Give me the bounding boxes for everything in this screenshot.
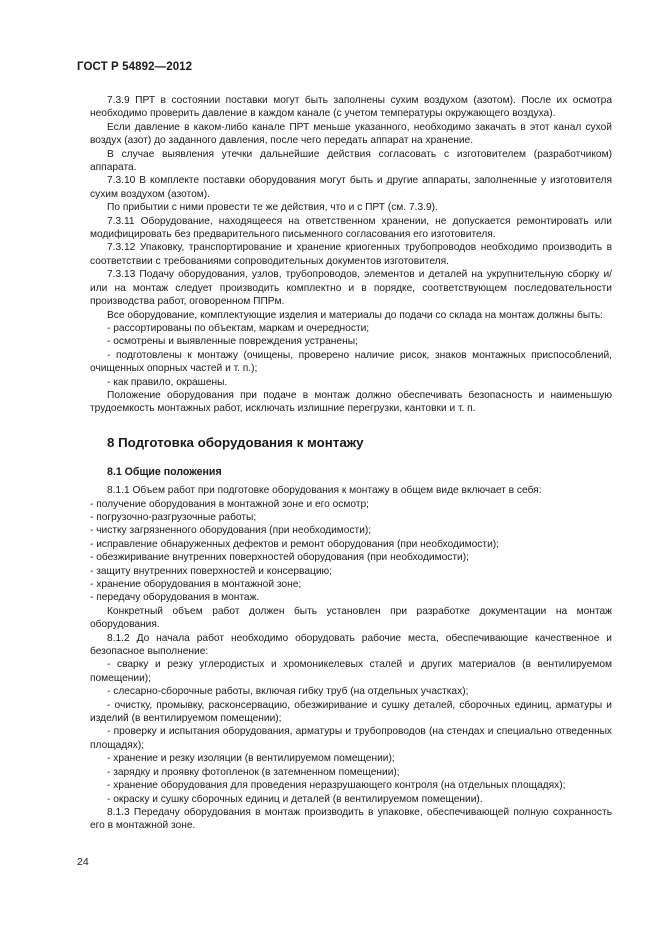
page-number: 24: [77, 856, 89, 868]
list-item: - как правило, окрашены.: [107, 376, 228, 388]
list-item: - получение оборудования в монтажной зоне и его осмотр;: [90, 498, 369, 510]
paragraph-7-3-11: 7.3.11 Оборудование, находящееся на ответственном хранении, не допускается ремонтировать или модифицировать без предварительного письменного согласования его изготовителя.: [90, 215, 612, 241]
paragraph-7-3-13-position: Положение оборудования при подаче в монтаж должно обеспечивать безопасность и наименьшую трудоемкость монтажных работ, исключать излишние перегрузки, кантовки и т. п.: [90, 389, 612, 415]
list-item: - проверку и испытания оборудования, арматуры и трубопроводов (на стендах и специально отведенных площадях);: [90, 726, 612, 751]
list-item: - рассортированы по объектам, маркам и очередности;: [107, 322, 370, 334]
page-content: [90, 94, 612, 833]
list-item: - осмотрены и выявленные повреждения устранены;: [107, 336, 358, 348]
paragraph-7-3-10-arrival: По прибытии с ними провести те же действия, что и с ПРТ (см. 7.3.9).: [107, 202, 438, 214]
list-item: - обезжиривание внутренних поверхностей оборудования (при необходимости);: [90, 552, 469, 564]
paragraph-7-3-13: 7.3.13 Подачу оборудования, узлов, трубопроводов, элементов и деталей на укрупнительную сборку и/или на монтаж следует производить комплектно и в порядке, соответствующем последовательности производства работ, оговоренном ППРм.: [90, 269, 612, 308]
paragraph-8-1-1-scope: Конкретный объем работ должен быть установлен при разработке документации на монтаж оборудования.: [90, 605, 612, 631]
paragraph-7-3-9-leak: В случае выявления утечки дальнейшие действия согласовать с изготовителем (разработчиком) аппарата.: [90, 148, 612, 174]
standard-header: ГОСТ Р 54892—2012: [77, 61, 193, 73]
list-item: - зарядку и проявку фотопленок (в затемненном помещении);: [107, 766, 400, 778]
list-item: - исправление обнаруженных дефектов и ремонт оборудования (при необходимости);: [90, 538, 499, 550]
paragraph-7-3-9: 7.3.9 ПРТ в состоянии поставки могут быть заполнены сухим воздухом (азотом). После их осмотра необходимо проверить давление в каждом канале (с учетом температуры окружающего воздуха).: [90, 95, 612, 120]
list-item: - очистку, промывку, расконсервацию, обезжиривание и сушку деталей, сборочных единиц, арматуры и изделий (в вентилируемом помещении);: [90, 699, 612, 725]
section-8-heading: 8 Подготовка оборудования к монтажу: [107, 434, 364, 450]
list-item: - подготовлены к монтажу (очищены, проверено наличие рисок, знаков монтажных приспособлений, очищенных опорных частей и т. п.);: [90, 349, 612, 375]
list-item: - слесарно-сборочные работы, включая гибку труб (на отдельных участках);: [107, 686, 469, 698]
paragraph-7-3-10: 7.3.10 В комплекте поставки оборудования могут быть и другие аппараты, заполненные у изготовителя сухим воздухом (азотом).: [90, 175, 612, 200]
paragraph-7-3-13-requirements: Все оборудование, комплектующие изделия и материалы до подачи со склада на монтаж должны быть:: [107, 309, 603, 321]
list-item: - чистку загрязненного оборудования (при необходимости);: [90, 525, 372, 537]
list-item: - хранение оборудования в монтажной зоне;: [90, 579, 302, 590]
paragraph-8-1-1: 8.1.1 Объем работ при подготовке оборудования к монтажу в общем виде включает в себя:: [107, 485, 542, 497]
paragraph-8-1-3: 8.1.3 Передачу оборудования в монтаж производить в упаковке, обеспечивающей полную сохранность его в монтажной зоне.: [90, 806, 612, 832]
list-item: - окраску и сушку сборочных единиц и деталей (в вентилируемом помещении).: [107, 793, 483, 805]
paragraph-8-1-2: 8.1.2 До начала работ необходимо оборудовать рабочие места, обеспечивающие качественное и безопасное выполнение:: [90, 632, 612, 658]
list-item: - сварку и резку углеродистых и хромоникелевых сталей и других материалов (в вентилируемом помещении);: [90, 659, 612, 684]
paragraph-7-3-12: 7.3.12 Упаковку, транспортирование и хранение криогенных трубопроводов необходимо производить в соответствии с требованиями сопроводительных документов изготовителя.: [90, 242, 612, 267]
list-item: - хранение и резку изоляции (в вентилируемом помещении);: [107, 753, 395, 765]
list-item: - погрузочно-разгрузочные работы;: [90, 511, 257, 523]
subsection-8-1-heading: 8.1 Общие положения: [107, 465, 222, 478]
paragraph-7-3-9-pressure: Если давление в каком-либо канале ПРТ меньше указанного, необходимо закачать в этот канал сухой воздух (азот) до заданного давления, после чего передать аппарат на хранение.: [90, 121, 612, 147]
list-item: - защиту внутренних поверхностей и консервацию;: [90, 565, 333, 577]
list-item: - передачу оборудования в монтаж.: [90, 592, 260, 604]
list-item: - хранение оборудования для проведения неразрушающего контроля (на отдельных площадях);: [107, 780, 566, 792]
